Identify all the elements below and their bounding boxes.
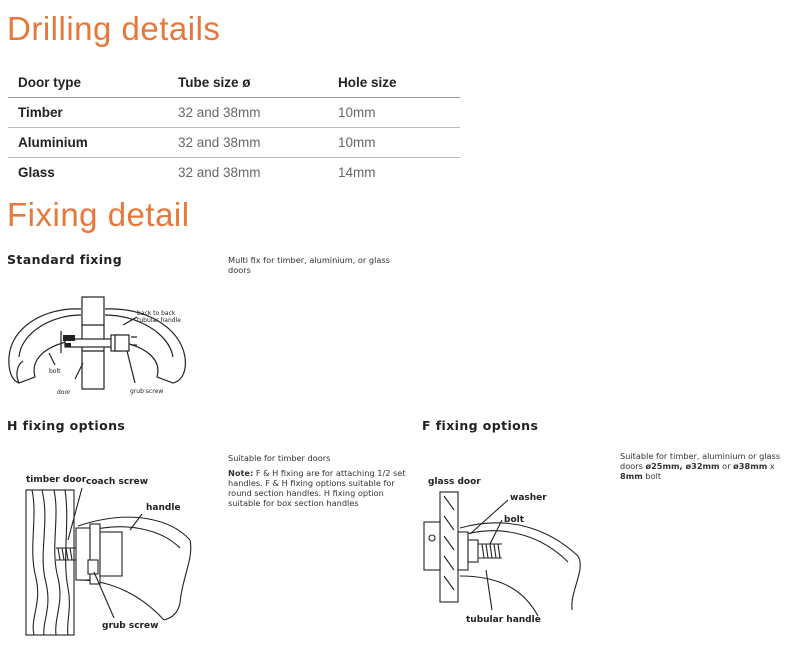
header-tube-size: Tube size ø xyxy=(168,68,328,98)
cell-hole-size: 14mm xyxy=(338,165,376,180)
table-row xyxy=(8,98,460,128)
h-fixing-heading: H fixing options xyxy=(7,418,126,433)
cell-hole-size: 10mm xyxy=(328,128,460,158)
label-bolt: bolt xyxy=(504,515,525,525)
label-bolt: bolt xyxy=(49,368,61,375)
standard-fixing-heading: Standard fixing xyxy=(7,252,123,267)
header-door-type: Door type xyxy=(8,68,168,98)
label-back-to-back: back to back xyxy=(137,310,176,317)
fixing-title: Fixing detail xyxy=(7,196,190,233)
f-desc-mid: or xyxy=(719,461,734,471)
label-grub-screw: grub screw xyxy=(102,621,159,631)
h-fixing-suitable: Suitable for timber doors xyxy=(228,453,331,463)
table-row xyxy=(8,128,460,158)
cell-hole-size: 10mm xyxy=(328,98,460,128)
cell-tube-size: 32 and 38mm xyxy=(168,128,328,158)
drilling-table xyxy=(8,68,460,187)
cell-door-type: Aluminium xyxy=(8,128,168,158)
table-row xyxy=(8,158,460,188)
f-desc-size3: 8mm xyxy=(620,471,643,481)
cell-door-type: Timber xyxy=(8,98,168,128)
label-timber-door: timber door xyxy=(26,475,87,485)
standard-fixing-desc: Multi fix for timber, aluminium, or glass doors xyxy=(228,255,390,275)
header-hole-size: Hole size xyxy=(328,68,460,98)
f-desc-post: bolt xyxy=(642,471,662,481)
h-fixing-diagram xyxy=(22,468,212,638)
f-desc-sizes: ø25mm, ø32mm xyxy=(645,461,720,471)
cell-tube-size: 32 and 38mm xyxy=(168,98,328,128)
h-fixing-note xyxy=(228,468,410,508)
label-coach-screw: coach screw xyxy=(86,477,149,487)
table-header-row xyxy=(8,68,460,98)
standard-fixing-diagram xyxy=(5,295,195,400)
f-desc-x: x xyxy=(767,461,775,471)
label-tubular-handle: tubular handle xyxy=(466,615,541,625)
f-fixing-heading: F fixing options xyxy=(422,418,539,433)
label-washer: washer xyxy=(510,493,547,503)
f-fixing-diagram xyxy=(420,470,590,635)
cell-door-type: Glass xyxy=(18,165,55,180)
label-glass-door: glass door xyxy=(428,477,481,487)
note-label: Note: xyxy=(228,468,254,478)
cell-tube-size: 32 and 38mm xyxy=(178,165,261,180)
label-grub-screw: grub screw xyxy=(130,388,164,395)
label-tubular-handle: tubular handle xyxy=(137,317,181,324)
f-desc-size2: ø38mm xyxy=(733,461,768,471)
note-text: F & H fixing are for attaching 1/2 set handles. F & H fixing options suitable for round section handles. H fixing option suitable for box section handles xyxy=(228,468,406,508)
f-fixing-desc xyxy=(620,451,785,481)
f-desc-pre: Suitable for timber, aluminium or glass doors xyxy=(620,451,781,471)
label-handle: handle xyxy=(146,503,181,513)
label-door: door xyxy=(57,389,71,396)
drilling-title: Drilling details xyxy=(7,10,221,47)
